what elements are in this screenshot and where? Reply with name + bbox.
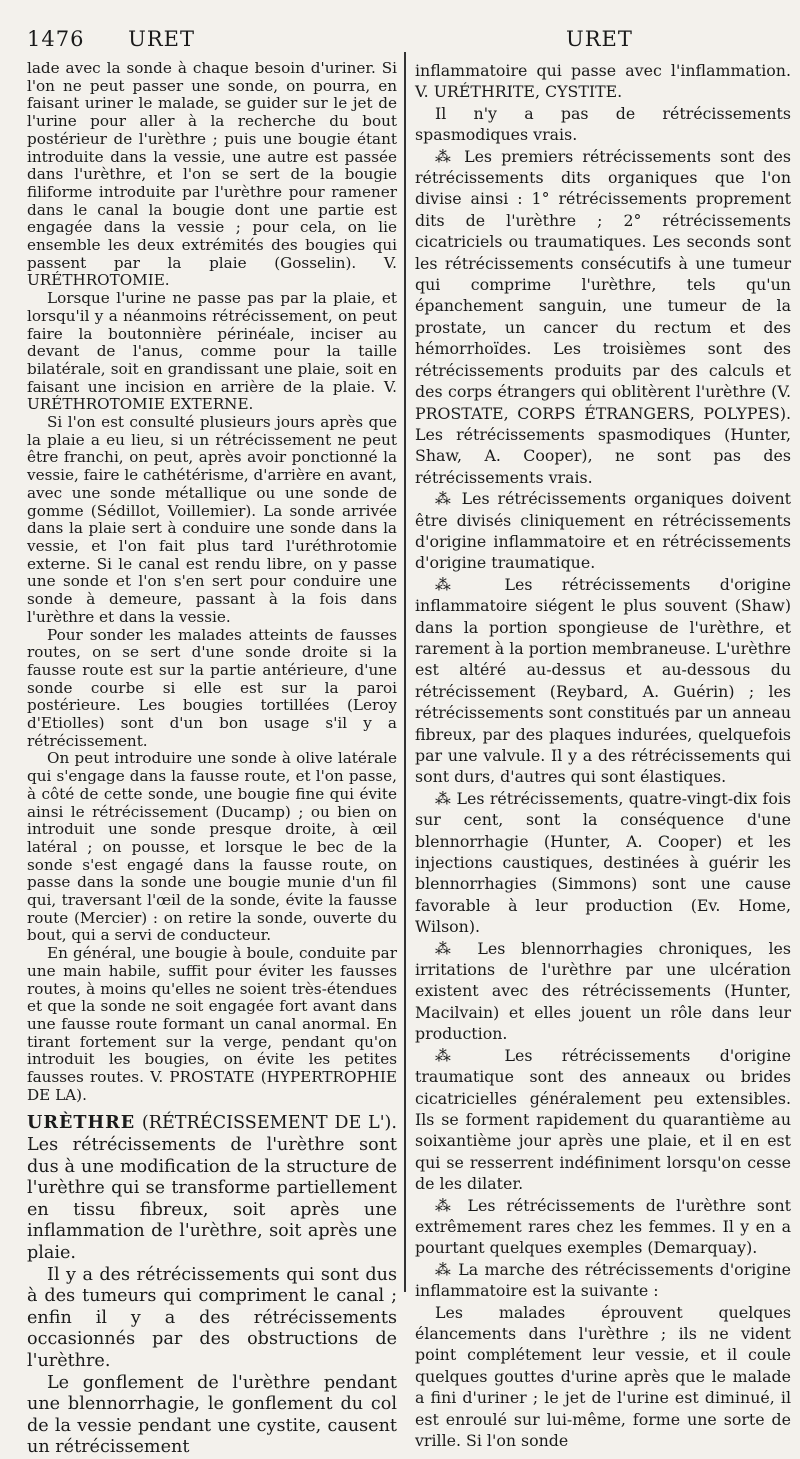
running-head-right: URET: [566, 27, 633, 51]
paragraph: ⁂ Les rétrécissements, quatre-vingt-dix fois sur cent, sont la conséquence d'une blennorrhagie (Hunter, A. Cooper) et les injections caustiques, destinées à guérir les blennorrhagies (Simmons) sont une cause favorable à leur production (Ev. Home, Wilson).: [415, 788, 791, 937]
running-head-left: URET: [128, 27, 195, 51]
paragraph: ⁂ Les blennorrhagies chroniques, les irritations de l'urèthre par une ulcération existent avec des rétrécissements (Hunter, Macilvain) et elles jouent un rôle dans leur production.: [415, 938, 791, 1044]
entry-headword: URÈTHRE: [27, 1112, 136, 1134]
dictionary-entry: [27, 1112, 397, 1459]
paragraph: En général, une bougie à boule, conduite par une main habile, suffit pour éviter les fausses routes, à moins qu'elles ne soient très-étendues et que la sonde ne soit engagée fort avant dans une fausse route formant un canal anormal. En tirant fortement sur la verge, pendant qu'on introduit les bougies, on évite les petites fausses routes. V. PROSTATE (HYPERTROPHIE DE LA).: [27, 944, 397, 1104]
page-number: 1476: [27, 27, 85, 51]
running-header-left: [27, 27, 195, 53]
right-column: [415, 60, 791, 1451]
paragraph: Le gonflement de l'urèthre pendant une blennorrhagie, le gonflement du col de la vessie pendant une cystite, causent un rétrécissement: [27, 1372, 397, 1458]
paragraph: ⁂ Les rétrécissements d'origine traumatique sont des anneaux ou brides cicatricielles généralement peu extensibles. Ils se forment rapidement du quarantième au soixantième jour après une plaie, et il en est qui se resserrent indéfiniment lorsqu'on cesse de les dilater.: [415, 1045, 791, 1194]
entry-subtitle: (RÉTRÉCISSEMENT DE L').: [141, 1113, 398, 1134]
paragraph: ⁂ Les rétrécissements d'origine inflammatoire siégent le plus souvent (Shaw) dans la portion spongieuse de l'urèthre, et rarement à la portion membraneuse. L'urèthre est altéré au-dessus et au-dessous du rétrécissement (Reybard, A. Guérin) ; les rétrécissements sont constitués par un anneau fibreux, par des plaques indurées, quelquefois par une valvule. Il y a des rétrécissements qui sont durs, d'autres qui sont élastiques.: [415, 574, 791, 787]
entry-first-paragraph: [27, 1112, 397, 1264]
entry-text: Les rétrécissements de l'urèthre sont dus à une modification de la structure de l'urèthre qui se transforme partiellement en tissu fibreux, soit après une inflammation de l'urèthre, soit après une plaie.: [27, 1135, 397, 1264]
paragraph: Si l'on est consulté plusieurs jours après que la plaie a eu lieu, si un rétrécissement ne peut être franchi, on peut, après avoir ponctionné la vessie, faire le cathétérisme, d'arrière en avant, avec une sonde métallique ou une sonde de gomme (Sédillot, Voillemier). La sonde arrivée dans la plaie sert à conduire une sonde dans la vessie, et l'on fait plus tard l'uréthrotomie externe. Si le canal est rendu libre, on y passe une sonde et l'on s'en sert pour conduire une sonde à demeure, passant à la fois dans l'urèthre et dans la vessie.: [27, 413, 397, 626]
paragraph: On peut introduire une sonde à olive latérale qui s'engage dans la fausse route, et l'on passe, à côté de cette sonde, une bougie fine qui évite ainsi le rétrécissement (Ducamp) ; ou bien on introduit une sonde presque droite, à œil latéral ; on pousse, et lorsque le bec de la sonde s'est engagé dans la fausse route, on passe dans la sonde une bougie munie d'un fil qui, traversant l'œil de la sonde, évite la fausse route (Mercier) : on retire la sonde, ouverte du bout, qui a servi de conducteur.: [27, 749, 397, 945]
paragraph: Les malades éprouvent quelques élancements dans l'urèthre ; ils ne vident point complétement leur vessie, et il coule quelques gouttes d'urine après que le malade a fini d'uriner ; le jet de l'urine est diminué, il est enroulé sur lui-même, forme une sorte de vrille. Si l'on sonde: [415, 1302, 791, 1450]
left-column: [27, 60, 397, 1459]
column-divider: [404, 52, 406, 1292]
paragraph: Lorsque l'urine ne passe pas par la plaie, et lorsqu'il y a néanmoins rétrécissement, on peut faire la boutonnière périnéale, inciser au devant de l'anus, comme pour la taille bilatérale, soit en grandissant une plaie, soit en faisant une incision en arrière de la plaie. V. URÉTHROTOMIE EXTERNE.: [27, 289, 397, 414]
paragraph: Il n'y a pas de rétrécissements spasmodiques vrais.: [415, 103, 791, 145]
paragraph: ⁂ Les rétrécissements organiques doivent être divisés cliniquement en rétrécissements d'origine inflammatoire et en rétrécissements d'origine traumatique.: [415, 489, 791, 573]
paragraph: lade avec la sonde à chaque besoin d'uriner. Si l'on ne peut passer une sonde, on pourra, en faisant uriner le malade, se guider sur le jet de l'urine pour aller à la recherche du bout postérieur de l'urèthre ; puis une bougie étant introduite dans la vessie, une autre est passée dans l'urèthre, et l'on se sert de la bougie filiforme introduite par l'urèthre pour ramener dans le canal la bougie dont une partie est engagée dans la vessie ; pour cela, on lie ensemble les deux extrémités des bougies qui passent par la plaie (Gosselin). V. URÉTHROTOMIE.: [27, 59, 397, 290]
paragraph: ⁂ La marche des rétrécissements d'origine inflammatoire est la suivante :: [415, 1259, 791, 1301]
paragraph: Il y a des rétrécissements qui sont dus à des tumeurs qui compriment le canal ; enfin il y a des rétrécissements occasionnés par des obstructions de l'urèthre.: [27, 1264, 397, 1372]
paragraph: ⁂ Les premiers rétrécissements sont des rétrécissements dits organiques que l'on divise ainsi : 1° rétrécissements proprement dits de l'urèthre ; 2° rétrécissements cicatriciels ou traumatiques. Les seconds sont les rétrécissements consécutifs à une tumeur qui comprime l'urèthre, tels qu'un épanchement sanguin, une tumeur de la prostate, un cancer du rectum et des hémorrhoïdes. Les troisièmes sont des rétrécissements produits par des calculs et des corps étrangers qui oblitèrent l'urèthre (V. PROSTATE, CORPS ÉTRANGERS, POLYPES). Les rétrécissements spasmodiques (Hunter, Shaw, A. Cooper), ne sont pas des rétrécissements vrais.: [415, 146, 791, 487]
paragraph: ⁂ Les rétrécissements de l'urèthre sont extrêmement rares chez les femmes. Il y en a pourtant quelques exemples (Demarquay).: [415, 1195, 791, 1258]
paragraph: Pour sonder les malades atteints de fausses routes, on se sert d'une sonde droite si la fausse route est sur la partie antérieure, d'une sonde courbe si elle est sur la paroi postérieure. Les bougies tortillées (Leroy d'Etiolles) sont d'un bon usage s'il y a rétrécissement.: [27, 625, 397, 750]
paragraph: inflammatoire qui passe avec l'inflammation. V. URÉTHRITE, CYSTITE.: [415, 61, 791, 102]
